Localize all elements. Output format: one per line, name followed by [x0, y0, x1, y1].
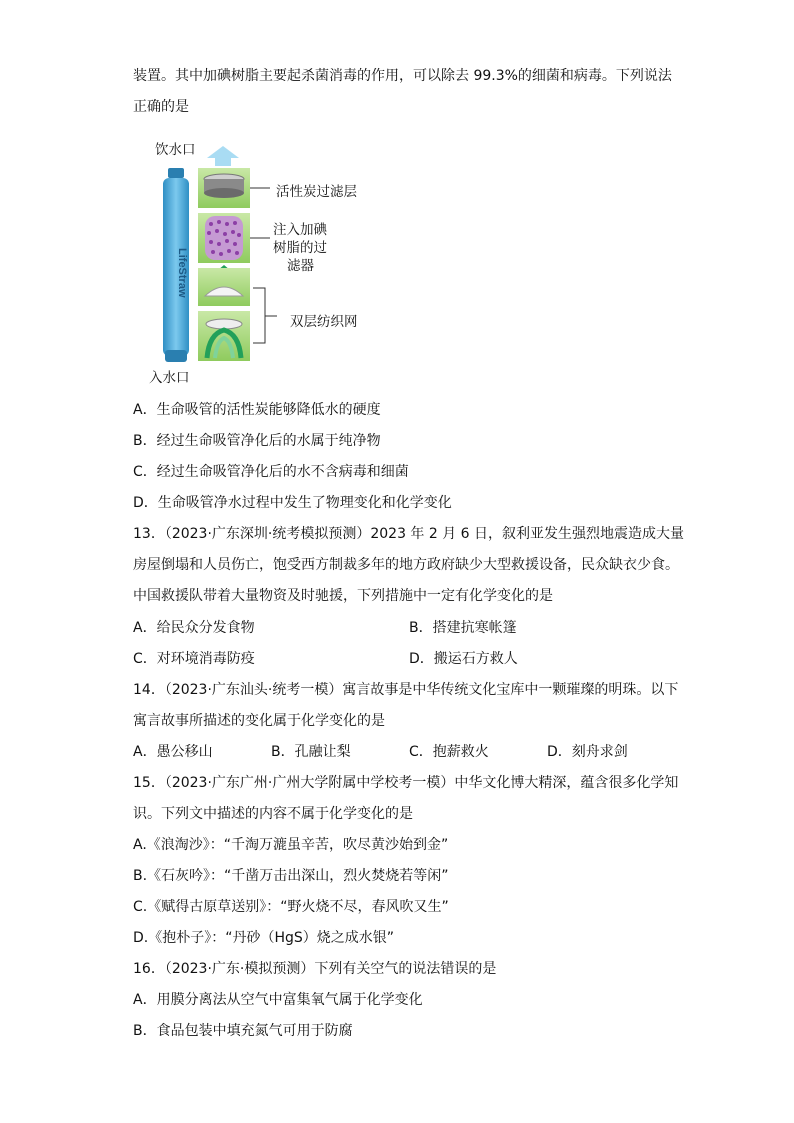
- q13-stem-line-3: 中国救援队带着大量物资及时驰援，下列措施中一定有化学变化的是: [133, 588, 553, 604]
- q14-option-c: C．抱薪救火: [409, 744, 489, 760]
- water-inlet-label: 入水口: [149, 370, 190, 386]
- life-straw-figure: [145, 138, 385, 388]
- q13-stem-line-2: 房屋倒塌和人员伤亡，饱受西方制裁多年的地方政府缺少大型救援设备，民众缺衣少食。: [133, 557, 679, 573]
- q14-option-a: A．愚公移山: [133, 744, 213, 760]
- resin-label-line-2: 树脂的过: [273, 240, 327, 256]
- q15-option-a: A.《浪淘沙》：“千淘万漉虽辛苦，吹尽黄沙始到金”: [133, 837, 449, 853]
- q15-option-c: C.《赋得古原草送别》：“野火烧不尽，春风吹又生”: [133, 899, 449, 915]
- iodine-resin-panel: [198, 213, 250, 263]
- brand-text: LifeStraw: [176, 248, 188, 298]
- q13-option-b: B．搭建抗寒帐篷: [409, 620, 517, 636]
- q12-option-b: B．经过生命吸管净化后的水属于纯净物: [133, 433, 381, 449]
- q13-stem-line-1: 13．（2023·广东深圳·统考模拟预测）2023 年 2 月 6 日，叙利亚发生强烈地震造成大量: [133, 526, 685, 542]
- q15-option-b: B.《石灰吟》：“千凿万击出深山，烈火焚烧若等闲”: [133, 868, 449, 884]
- intro-line-1: 装置。其中加碘树脂主要起杀菌消毒的作用，可以除去 99.3%的细菌和病毒。下列说法: [133, 68, 672, 84]
- intro-line-2: 正确的是: [133, 99, 189, 115]
- q12-option-a: A．生命吸管的活性炭能够降低水的硬度: [133, 402, 381, 418]
- straw-tube: [163, 168, 189, 362]
- q15-option-d: D.《抱朴子》：“丹砂（HgS）烧之成水银”: [133, 930, 395, 946]
- q16-option-a: A．用膜分离法从空气中富集氧气属于化学变化: [133, 992, 423, 1008]
- drinking-outlet-label: 饮水口: [155, 142, 196, 158]
- q15-stem-line-2: 识。下列文中描述的内容不属于化学变化的是: [133, 806, 413, 822]
- mesh-panel-upper: [198, 268, 250, 306]
- q15-stem-line-1: 15．（2023·广东广州·广州大学附属中学校考一模）中华文化博大精深，蕴含很多化学知: [133, 775, 679, 791]
- q14-option-b: B．孔融让梨: [271, 744, 351, 760]
- mesh-panel-lower: [198, 311, 250, 361]
- q14-stem-line-2: 寓言故事所描述的变化属于化学变化的是: [133, 713, 385, 729]
- q12-option-c: C．经过生命吸管净化后的水不含病毒和细菌: [133, 464, 409, 480]
- q14-option-d: D．刻舟求剑: [547, 744, 628, 760]
- life-straw-diagram: [145, 138, 385, 388]
- mesh-label: 双层纺织网: [290, 314, 358, 330]
- resin-label-line-3: 滤器: [287, 258, 314, 274]
- q16-option-b: B．食品包装中填充氮气可用于防腐: [133, 1023, 353, 1039]
- q13-option-a: A．给民众分发食物: [133, 620, 255, 636]
- carbon-filter-panel: [198, 168, 250, 208]
- resin-label-line-1: 注入加碘: [273, 222, 327, 238]
- q13-option-c: C．对环境消毒防疫: [133, 651, 255, 667]
- outlet-arrow-icon: [207, 146, 239, 158]
- q16-stem-line-1: 16．（2023·广东·模拟预测）下列有关空气的说法错误的是: [133, 961, 497, 977]
- q13-option-d: D．搬运石方救人: [409, 651, 518, 667]
- carbon-layer-label: 活性炭过滤层: [276, 184, 357, 200]
- q12-option-d: D．生命吸管净水过程中发生了物理变化和化学变化: [133, 495, 452, 511]
- q14-stem-line-1: 14．（2023·广东汕头·统考一模）寓言故事是中华传统文化宝库中一颗璀璨的明珠。以下: [133, 682, 679, 698]
